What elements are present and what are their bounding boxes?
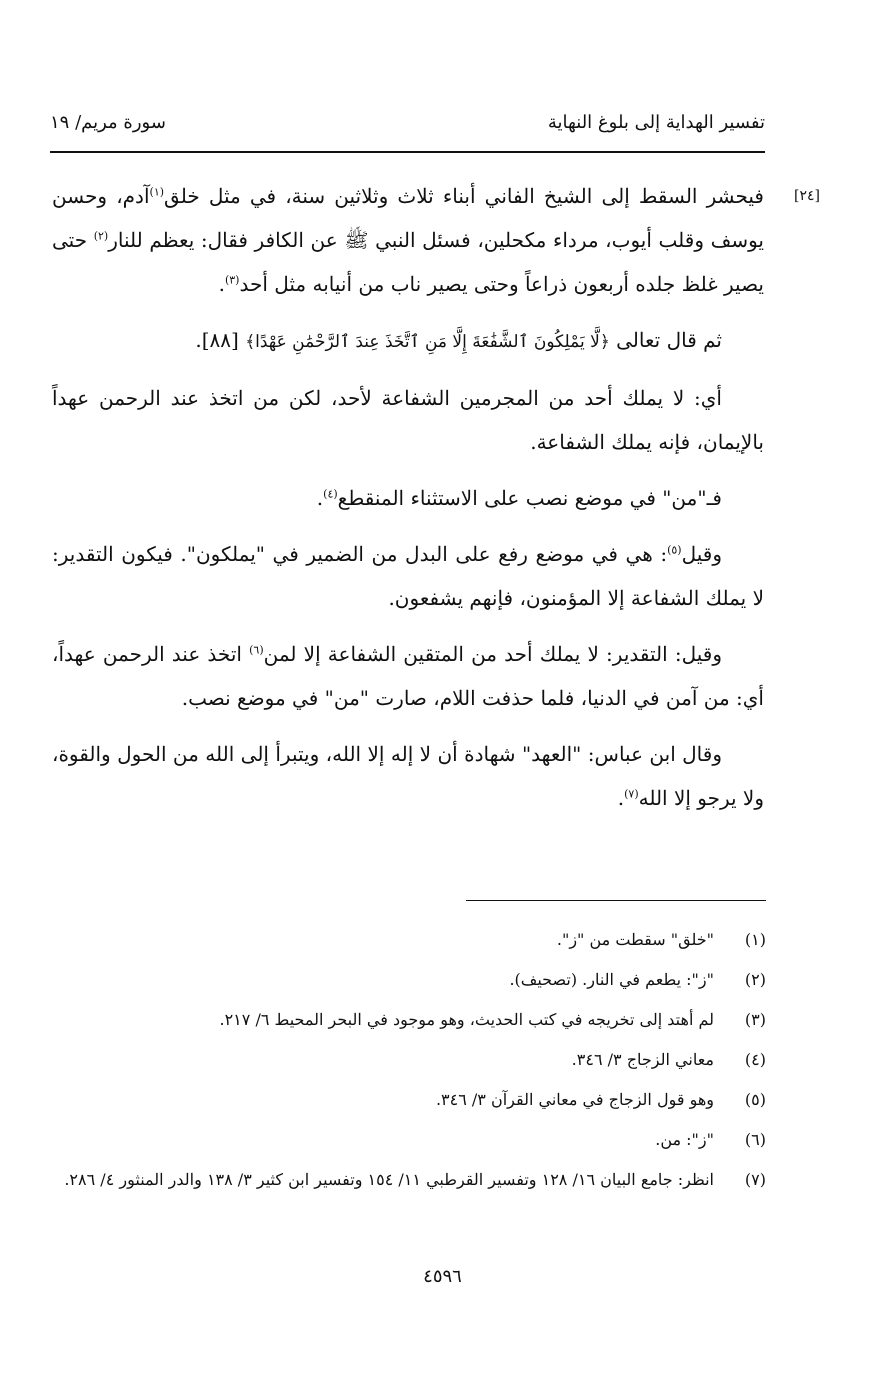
page-number: ٤٥٩٦	[423, 1266, 462, 1287]
footnote-ref-4[interactable]: (٤)	[323, 487, 338, 501]
footnote-ref-1[interactable]: (١)	[149, 185, 165, 199]
footnote-number: (٦)	[744, 1130, 766, 1149]
main-text	[52, 174, 764, 832]
footnote-number: (٧)	[744, 1170, 766, 1189]
footnote-text: معاني الزجاج ٣/ ٣٤٦.	[571, 1050, 714, 1069]
paragraph-4: فـ"من" في موضع نصب على الاستثناء المنقطع$^{(٤)}$.	[316, 486, 722, 510]
footnotes	[52, 920, 766, 1200]
footnote-number: (٤)	[744, 1050, 766, 1069]
paragraph-3: أي: لا يملك أحد من المجرمين الشفاعة لأحد، لكن من اتخذ عند الرحمن عهداً بالإيمان، فإنه يملك الشفاعة.	[52, 386, 764, 454]
footnote-text: انظر: جامع البيان ١٦/ ١٢٨ وتفسير القرطبي ١١/ ١٥٤ وتفسير ابن كثير ٣/ ١٣٨ والدر المنثور ٤/ ٢٨٦.	[64, 1170, 714, 1189]
footnote-7	[52, 1160, 766, 1200]
surah-reference: سورة مريم/ ١٩	[50, 112, 166, 133]
paragraph-7: وقال ابن عباس: "العهد" شهادة أن لا إله إلا الله، ويتبرأ إلى الله من الحول والقوة، ولا يرجو إلا الله$^{(٧)}$.	[52, 742, 764, 810]
footnote-1	[52, 920, 766, 960]
footnote-ref-6[interactable]: (٦)	[249, 643, 264, 657]
footnote-text: لم أهتد إلى تخريجه في كتب الحديث، وهو موجود في البحر المحيط ٦/ ٢١٧.	[219, 1010, 714, 1029]
footnote-ref-2[interactable]: (٢)	[93, 229, 109, 243]
footnote-text: "ز": يطعم في النار. (تصحيف).	[509, 970, 714, 989]
paragraph-6: وقيل: التقدير: لا يملك أحد من المتقين الشفاعة إلا لمن$^{(٦)}$ اتخذ عند الرحمن عهداً، أي: من آمن في الدنيا، فلما حذفت اللام، صارت "من" في موضع نصب.	[52, 642, 764, 710]
paragraph-1: فيحشر السقط إلى الشيخ الفاني أبناء ثلاث وثلاثين سنة، في مثل خلق$^{(١)}$آدم، وحسن يوسف وقلب أيوب، مرداء مكحلين، فسئل النبي ﷺ عن الكافر فقال: يعظم للنار$^{(٢)}$ حتى يصير غلظ جلده أربعون ذراعاً وحتى يصير ناب من أنيابه مثل أحد$^{(٣)}$.	[52, 184, 764, 296]
footnote-rule	[466, 900, 766, 901]
paragraph-5: وقيل$^{(٥)}$: هي في موضع رفع على البدل من الضمير في "يملكون". فيكون التقدير: لا يملك الشفاعة إلا المؤمنون، فإنهم يشفعون.	[52, 542, 764, 610]
footnote-ref-5[interactable]: (٥)	[667, 543, 682, 557]
footnote-5	[52, 1080, 766, 1120]
footnote-ref-3[interactable]: (٣)	[224, 273, 240, 287]
footnote-text: وهو قول الزجاج في معاني القرآن ٣/ ٣٤٦.	[435, 1090, 714, 1109]
marginal-marker: [٢٤]	[794, 188, 820, 204]
footnote-number: (٢)	[744, 970, 766, 989]
footnote-2	[52, 960, 766, 1000]
footnote-text: "خلق" سقطت من "ز".	[556, 930, 714, 949]
footnote-ref-7[interactable]: (٧)	[624, 787, 639, 801]
footnote-number: (٥)	[744, 1090, 766, 1109]
footnote-number: (١)	[744, 930, 766, 949]
book-title: تفسير الهداية إلى بلوغ النهاية	[547, 112, 765, 133]
quran-verse: ﴿لَّا يَمْلِكُونَ ٱلشَّفَٰعَةَ إِلَّا مَنِ ٱتَّخَذَ عِندَ ٱلرَّحْمَٰنِ عَهْدًا﴾	[245, 332, 610, 352]
footnote-number: (٣)	[744, 1010, 766, 1029]
footnote-6	[52, 1120, 766, 1160]
running-header	[50, 112, 765, 144]
footnote-text: "ز": من.	[655, 1130, 714, 1149]
footnote-4	[52, 1040, 766, 1080]
footnote-3	[52, 1000, 766, 1040]
header-rule	[50, 151, 765, 153]
paragraph-2: ثم قال تعالى ﴿لَّا يَمْلِكُونَ ٱلشَّفَٰعَةَ إِلَّا مَنِ ٱتَّخَذَ عِندَ ٱلرَّحْمَٰنِ عَهْدًا﴾ [٨٨].	[195, 328, 722, 352]
